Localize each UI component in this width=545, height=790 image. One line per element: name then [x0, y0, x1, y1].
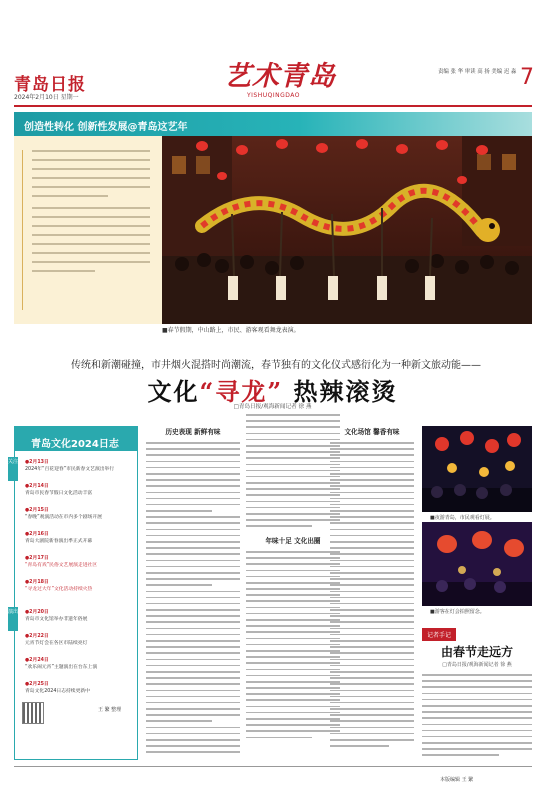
headline-suffix: 热辣滚烫 — [293, 377, 398, 406]
dragon-dance-illustration — [162, 136, 532, 324]
banner-title: 创造性转化 创新性发展@青岛这艺年 — [24, 122, 188, 133]
headline-prefix: 文化 — [147, 377, 200, 406]
sidebar-tab-shows: 演出 — [8, 607, 18, 631]
note-tag: 记者手记 — [422, 628, 456, 641]
lantern-caption-2: ■游客在灯会拍照留念。 — [430, 609, 485, 615]
section-title: 艺术青岛 — [224, 61, 336, 92]
intro-box — [14, 136, 162, 324]
log-entry: ●2月14日 青岛市民春节假日文化活动丰富 — [25, 484, 93, 496]
issue-date: 2024年2月10日 星期一 — [14, 94, 79, 101]
log-entry: ●2月20日 青岛市文化馆举办非遗年俗展 — [25, 610, 88, 622]
log-entry: ●2月16日 青岛大剧院新春演出季正式开幕 — [25, 532, 93, 544]
intro-divider — [22, 150, 23, 310]
photo-caption: ■春节假期，中山路上，市民、游客观看舞龙表演。 — [162, 327, 300, 334]
column-banner — [14, 112, 532, 136]
sidebar-title: 青岛文化2024日志 — [31, 439, 119, 450]
column-heading: 历史表现 新鲜有味 — [165, 428, 221, 436]
section-subtitle: YISHUQINGDAO — [247, 92, 301, 99]
lantern-photo-2 — [422, 522, 532, 606]
qr-code — [22, 702, 44, 724]
newspaper-logo: 青岛日报 — [14, 75, 86, 95]
lantern-illustration-2 — [422, 522, 532, 606]
note-byline: □青岛日报/观海新闻记者 徐 燕 — [442, 662, 512, 668]
masthead-divider — [14, 105, 532, 107]
lantern-caption-1: ■夜游青岛，市民观看灯展。 — [430, 515, 495, 521]
log-entry: ●2月13日 2024年“百花迎春”市民新春文艺演出举行 — [25, 460, 115, 472]
page-number: 7 — [520, 65, 534, 90]
dragon-dance-photo — [162, 136, 532, 324]
lantern-photo-1 — [422, 426, 532, 512]
sidebar-header — [15, 427, 137, 451]
headline-byline: □青岛日报/观海新闻记者 徐 燕 — [233, 404, 312, 410]
article-column-3 — [330, 426, 414, 751]
sidebar-tab-follow: 关注 — [8, 457, 18, 481]
log-entry: ●2月25日 青岛文化2024日志持续更新中 — [25, 682, 90, 694]
column-heading: 文化场馆 馨香有味 — [344, 428, 400, 436]
headline-kicker: 传统和新潮碰撞，市井烟火混搭时尚潮流，春节独有的文化仪式感衍化为一种新文旅动能—— — [71, 360, 481, 371]
page-editor: 本版编辑 王 繁 — [440, 777, 474, 783]
lantern-illustration-1 — [422, 426, 532, 512]
editor-credits: 责编 张 华 审读 高 扬 美编 迟 淼 — [438, 69, 517, 75]
article-column-1 — [146, 426, 240, 758]
log-entry: ●2月22日 元宵节灯会在各区市陆续亮灯 — [25, 634, 88, 646]
log-entry: ●2月24日 “欢乐闹元宵”主题演出在台东上演 — [25, 658, 98, 670]
page-footer-divider — [14, 766, 532, 767]
log-entry: ●2月17日 “青岛有戏”民俗文艺展演走进社区 — [25, 556, 98, 568]
note-title: 由春节走远方 — [440, 645, 513, 659]
column-heading: 年味十足 文化出圈 — [265, 536, 321, 545]
sidebar-compiler: 王 繁 整理 — [98, 707, 122, 713]
log-entry: ●2月18日 “寻龙过大年”文化活动持续火热 — [25, 580, 93, 592]
article-column-2 — [246, 414, 340, 743]
note-body — [422, 674, 532, 761]
headline-highlight: “寻龙” — [199, 377, 284, 406]
log-entry: ●2月15日 “春晚”观演活动在市内多个剧场开展 — [25, 508, 102, 520]
masthead — [0, 0, 545, 104]
